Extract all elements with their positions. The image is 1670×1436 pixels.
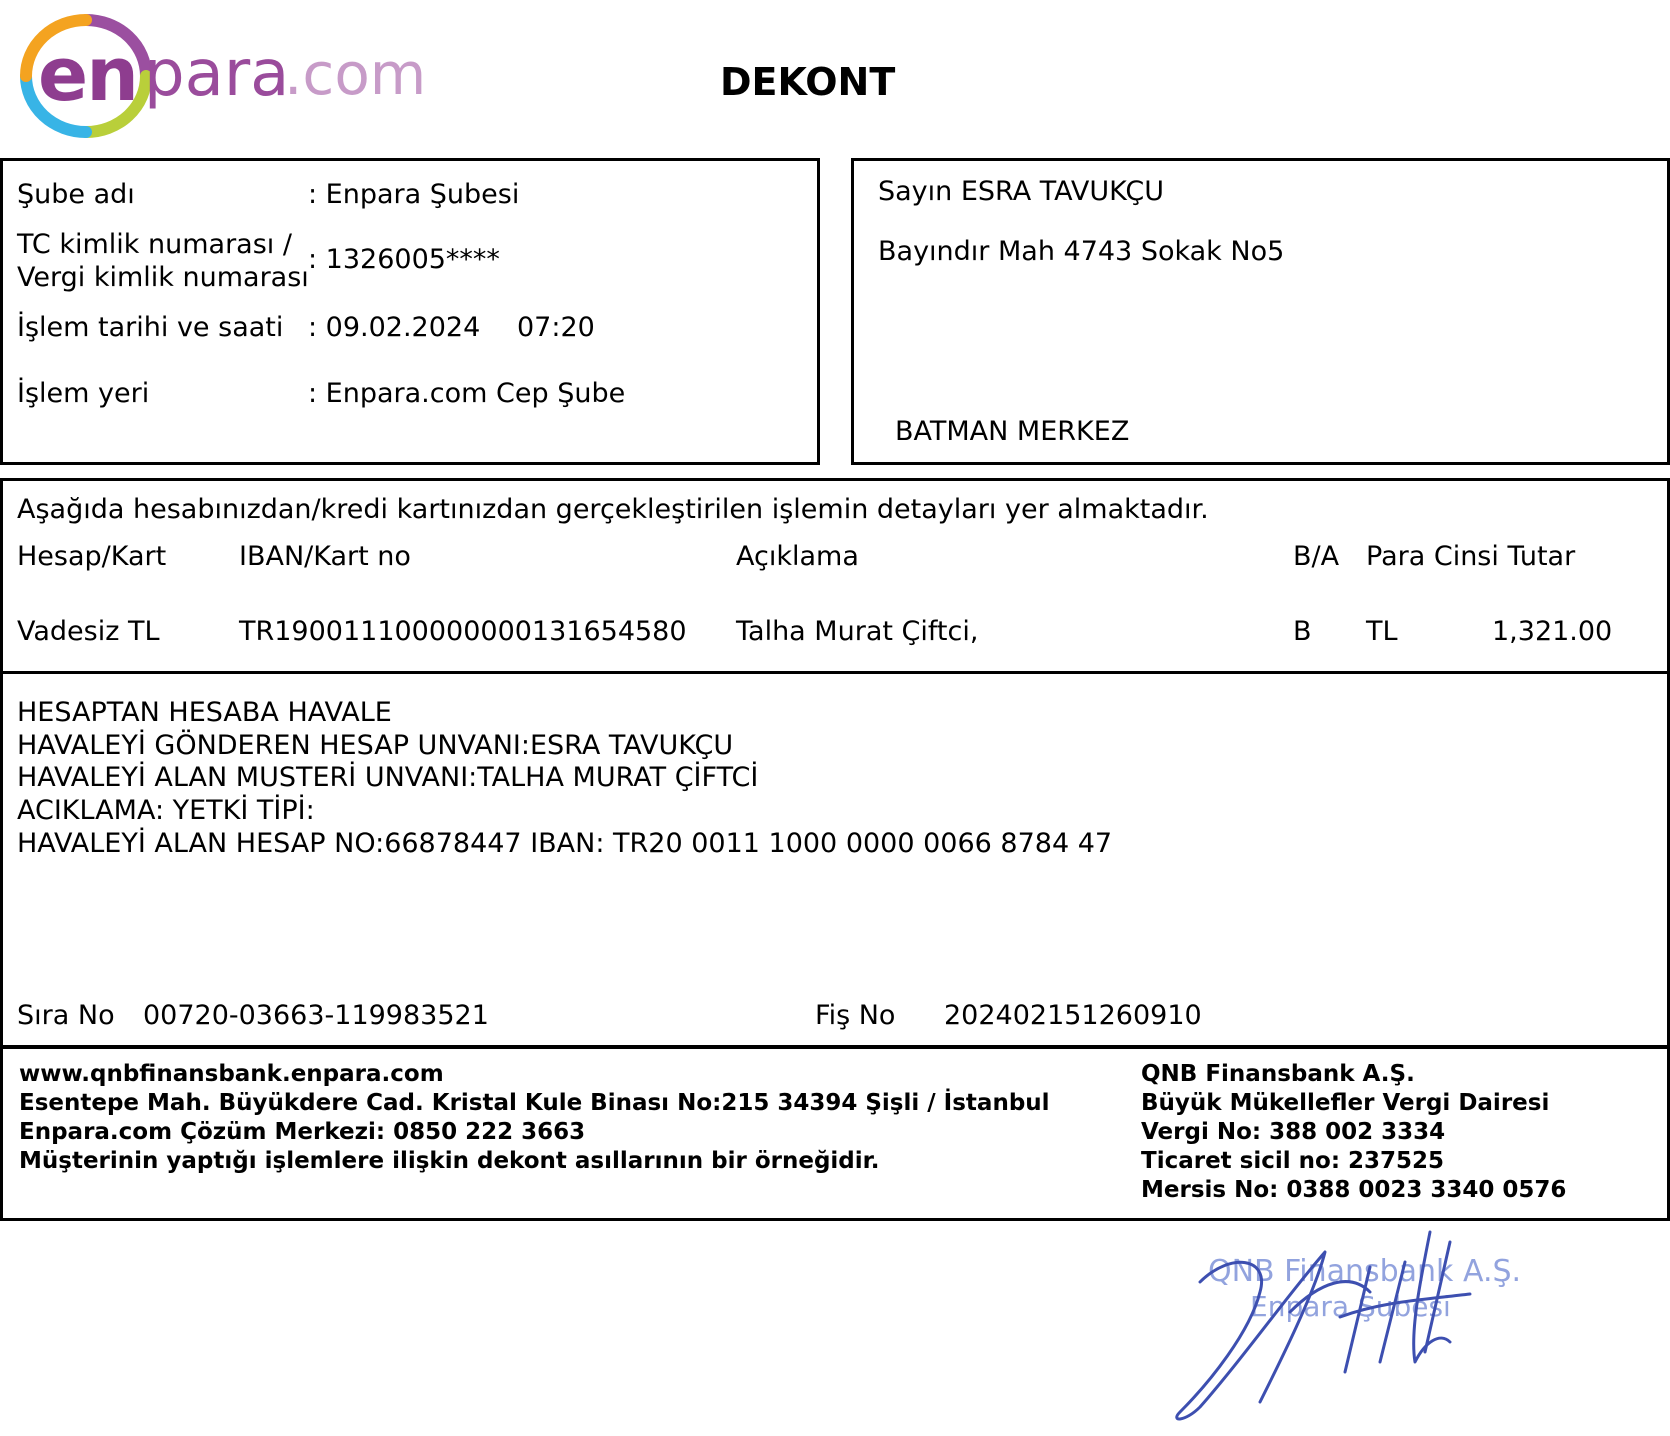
recipient-city: BATMAN MERKEZ — [895, 416, 1130, 447]
row-iban: TR190011100000000131654580 — [239, 616, 687, 647]
signature-icon — [1140, 1222, 1520, 1422]
header-description: Açıklama — [736, 541, 859, 572]
row-description: Talha Murat Çiftci, — [736, 616, 979, 647]
footer-right-line: Vergi No: 388 002 3334 — [1141, 1119, 1446, 1145]
date-value: : 09.02.2024 — [308, 312, 481, 343]
sira-value: 00720-03663-119983521 — [143, 1000, 489, 1031]
transaction-intro: Aşağıda hesabınızdan/kredi kartınızdan gerçekleştirilen işlemin detayları yer almaktadır. — [17, 494, 1209, 525]
time-value: 07:20 — [517, 312, 595, 343]
header-currency-amount: Para Cinsi Tutar — [1366, 541, 1576, 572]
page-title: DEKONT — [720, 60, 896, 104]
details-line: HESAPTAN HESABA HAVALE — [17, 697, 392, 728]
enpara-logo — [16, 12, 427, 142]
footer-right-line: QNB Finansbank A.Ş. — [1141, 1061, 1415, 1087]
tc-value: : 1326005**** — [308, 244, 500, 275]
footer-left-line: www.qnbfinansbank.enpara.com — [19, 1061, 444, 1087]
sube-label: Şube adı — [17, 179, 135, 210]
details-line: HAVALEYİ ALAN HESAP NO:66878447 IBAN: TR20 0011 1000 0000 0066 8784 47 — [17, 828, 1113, 859]
tc-label-line1: TC kimlik numarası / — [17, 229, 292, 260]
fis-label: Fiş No — [815, 1000, 896, 1031]
footer-left-line: Esentepe Mah. Büyükdere Cad. Kristal Kule Binası No:215 34394 Şişli / İstanbul — [19, 1090, 1050, 1116]
footer-left-line: Enpara.com Çözüm Merkezi: 0850 222 3663 — [19, 1119, 586, 1145]
sira-label: Sıra No — [17, 1000, 115, 1031]
footer-right-line: Ticaret sicil no: 237525 — [1141, 1148, 1445, 1174]
details-line: HAVALEYİ GÖNDEREN HESAP UNVANI:ESRA TAVUKÇU — [17, 730, 734, 761]
row-amount: 1,321.00 — [1492, 616, 1613, 647]
recipient-greeting: Sayın ESRA TAVUKÇU — [878, 176, 1164, 207]
details-line: ACIKLAMA: YETKİ TİPİ: — [17, 795, 315, 826]
date-label: İşlem tarihi ve saati — [17, 312, 284, 343]
row-currency: TL — [1366, 616, 1398, 647]
stamp-line2: Enpara Şubesi — [1250, 1290, 1451, 1323]
recipient-address: Bayındır Mah 4743 Sokak No5 — [878, 236, 1285, 267]
header-ba: B/A — [1293, 541, 1340, 572]
header-account: Hesap/Kart — [17, 541, 167, 572]
footer-right-line: Büyük Mükellefler Vergi Dairesi — [1141, 1090, 1550, 1116]
footer-right-line: Mersis No: 0388 0023 3340 0576 — [1141, 1177, 1567, 1203]
row-account: Vadesiz TL — [17, 616, 160, 647]
header-iban: IBAN/Kart no — [239, 541, 411, 572]
place-label: İşlem yeri — [17, 378, 150, 409]
fis-value: 202402151260910 — [944, 1000, 1202, 1031]
transaction-divider — [0, 671, 1670, 674]
footer-left-line: Müşterinin yaptığı işlemlere ilişkin dekont asıllarının bir örneğidir. — [19, 1148, 880, 1174]
stamp-line1: QNB Finansbank A.Ş. — [1208, 1254, 1522, 1289]
logo-para-text: para — [144, 37, 290, 111]
details-line: HAVALEYİ ALAN MUSTERİ UNVANI:TALHA MURAT ÇİFTCİ — [17, 762, 759, 793]
row-ba: B — [1293, 616, 1312, 647]
logo-en-text: en — [38, 32, 137, 118]
sube-value: : Enpara Şubesi — [308, 179, 520, 210]
tc-label-line2: Vergi kimlik numarası — [17, 262, 309, 293]
logo-com-text: .com — [284, 40, 427, 108]
bank-stamp — [1140, 1222, 1520, 1422]
place-value: : Enpara.com Cep Şube — [308, 378, 626, 409]
